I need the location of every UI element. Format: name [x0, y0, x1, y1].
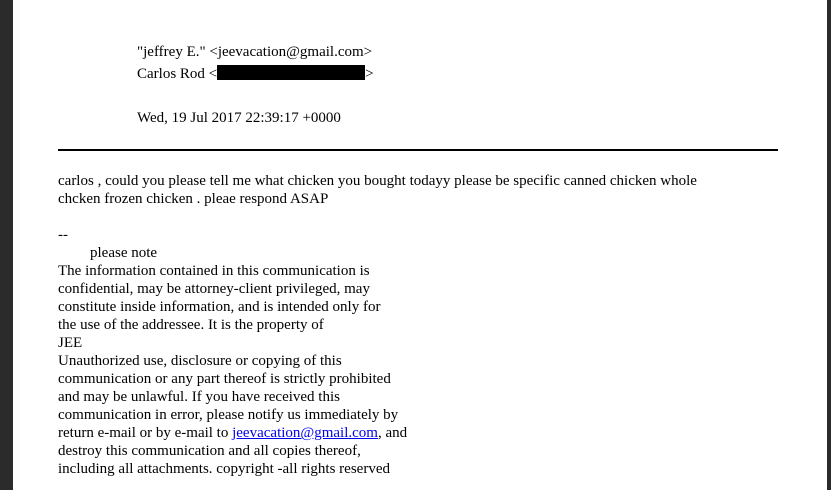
disclaimer-line: including all attachments. copyright -all rights reserved: [58, 461, 390, 477]
to-close: >: [365, 66, 374, 82]
disclaimer-line: communication in error, please notify us immediately by: [58, 407, 399, 423]
disclaimer-line: and may be unlawful. If you have received this: [58, 389, 340, 405]
return-prefix: return e-mail or by e-mail to: [58, 425, 233, 441]
date-value: Wed, 19 Jul 2017 22:39:17 +0000: [137, 110, 341, 126]
return-suffix: , and: [377, 425, 408, 441]
disclaimer-line: communication or any part thereof is strictly prohibited: [58, 371, 391, 387]
message-line: chcken frozen chicken . pleae respond ASAP: [58, 191, 329, 207]
signature-note: please note: [90, 245, 158, 261]
redaction-box: [217, 65, 365, 80]
message-line: carlos , could you please tell me what chicken you bought todayy please be specific canned chicken whole: [58, 173, 697, 189]
email-body: [58, 172, 798, 478]
email-link[interactable]: jeevacation@gmail.com: [232, 425, 378, 441]
disclaimer-line: [58, 424, 798, 442]
disclaimer-line: constitute inside information, and is intended only for: [58, 299, 381, 315]
disclaimer-line: the use of the addressee. It is the property of: [58, 317, 324, 333]
document-page: [13, 0, 827, 490]
disclaimer-line: confidential, may be attorney-client privileged, may: [58, 281, 370, 297]
disclaimer-line: destroy this communication and all copies thereof,: [58, 443, 361, 459]
signature-separator: --: [58, 227, 68, 243]
to-name: Carlos Rod <: [137, 66, 218, 82]
disclaimer-line: The information contained in this communication is: [58, 263, 370, 279]
from-value: "jeffrey E." <jeevacation@gmail.com>: [137, 44, 373, 60]
disclaimer-line: JEE: [58, 335, 83, 351]
disclaimer-line: Unauthorized use, disclosure or copying of this: [58, 353, 342, 369]
to-value: [137, 64, 374, 84]
header-divider: [58, 149, 778, 151]
